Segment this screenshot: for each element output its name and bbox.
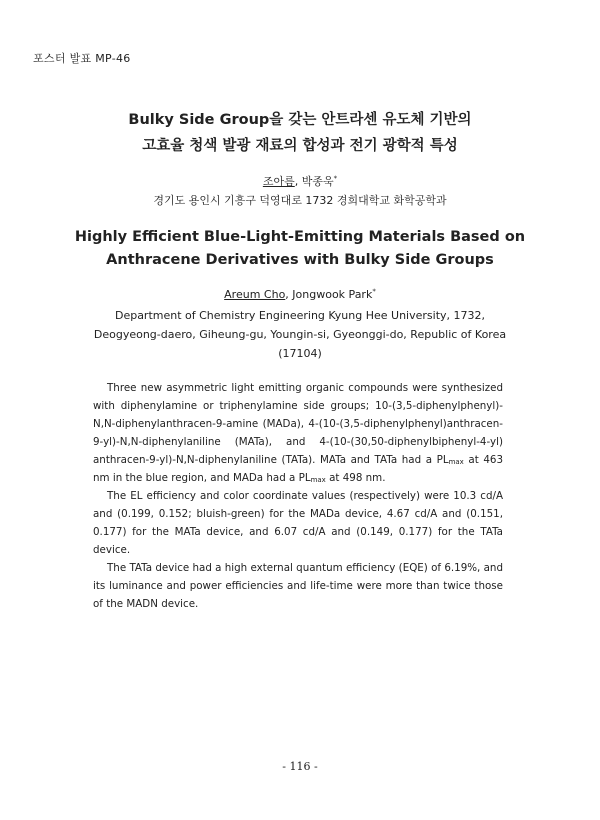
english-title-line1: Highly Efficient Blue-Light-Emitting Materials Based on [74, 229, 526, 245]
english-authors [0, 288, 600, 301]
korean-presenting-author: 조아름 [262, 175, 295, 188]
korean-title-line1: Bulky Side Group을 갖는 안트라센 유도체 기반의 [128, 112, 472, 128]
abstract-p1-subscript-2: max [310, 476, 326, 484]
abstract-paragraph-2: The EL efficiency and color coordinate values (respectively) were 10.3 cd/A and (0.199, 0.152; bluish-green) for the MADa device, 4.67 cd/A and (0.151, 0.177) for the MATa device, and 6.07 cd/A and (0.149, 0.177) for the TATa device. [93, 490, 503, 556]
abstract [93, 379, 503, 613]
english-affiliation-line1: Department of Chemistry Engineering Kyung Hee University, 1732, [114, 309, 486, 322]
english-affiliation-line2: Deogyeong-daero, Giheung-gu, Youngin-si, Gyeonggi-do, Republic of Korea [93, 328, 507, 341]
english-title-line2: Anthracene Derivatives with Bulky Side Groups [106, 252, 494, 268]
abstract-p1-text-b: at 463 nm in the blue region, and MADa had a PL [93, 454, 503, 484]
poster-session-label: 포스터 발표 MP-46 [33, 52, 131, 65]
abstract-p1-subscript-1: max [448, 458, 464, 466]
page-number: - 116 - [282, 760, 318, 773]
korean-corresponding-mark: * [333, 174, 338, 183]
abstract-paragraph-1 [93, 379, 503, 487]
english-corresponding-mark: * [372, 287, 376, 296]
english-affiliation-line3: (17104) [278, 347, 322, 360]
abstract-p1-text-a: Three new asymmetric light emitting organic compounds were synthesized with diphenylamine or triphenylamine side groups; 10-(3,5-diphenylphenyl)-N,N-diphenylanthracen-9-amine (MADa), 4-(10-(3,5-diphenylphenyl)anthracen-9-yl)-N,N-diphenylaniline (MATa), and 4-(10-(30,50-diphenylbiphenyl-4-yl) anthracen-9-yl)-N,N-diphenylaniline (TATa). MATa and TATa had a PL [93, 382, 503, 466]
english-presenting-author: Areum Cho [224, 288, 286, 301]
english-corresponding-author: Jongwook Park [292, 288, 373, 301]
korean-title-line2: 고효율 청색 발광 재료의 합성과 전기 광학적 특성 [142, 138, 458, 154]
korean-authors [0, 173, 600, 189]
korean-author-separator: , [294, 175, 302, 188]
korean-title [0, 107, 600, 159]
english-affiliation [0, 306, 600, 363]
abstract-paragraph-3: The TATa device had a high external quantum efficiency (EQE) of 6.19%, and its luminance and power efficiencies and life-time were more than twice those of the MADN device. [93, 562, 503, 610]
korean-corresponding-author: 박종욱 [301, 175, 334, 188]
abstract-p1-text-c: at 498 nm. [325, 472, 386, 484]
english-author-separator: , [285, 288, 293, 301]
korean-affiliation: 경기도 용인시 기흥구 덕영대로 1732 경희대학교 화학공학과 [153, 194, 447, 207]
english-title [0, 226, 600, 272]
